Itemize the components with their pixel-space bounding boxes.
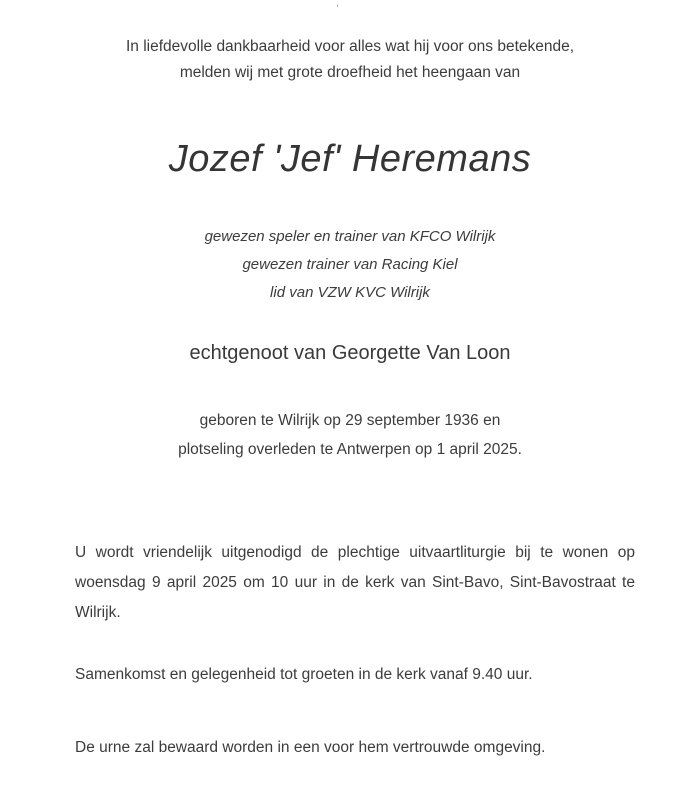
role-item: gewezen speler en trainer van KFCO Wilrijk [204,228,496,245]
urn-info: De urne zal bewaard worden in een voor hem vertrouwde omgeving. [75,739,546,756]
spouse-line: echtgenoot van Georgette Van Loon [189,342,511,364]
death-line: plotseling overleden te Antwerpen op 1 april 2025. [178,441,522,458]
funeral-invitation: U wordt vriendelijk uitgenodigd de plechtige uitvaartliturgie bij te wonen op woensdag 9 april 2025 om 10 uur in de kerk van Sint-Bavo, Sint-Bavostraat te Wilrijk. [75,544,635,621]
roles-list [0,223,700,307]
gathering-info: Samenkomst en gelegenheid tot groeten in de kerk vanaf 9.40 uur. [75,666,533,683]
intro-line-2: melden wij met grote droefheid het heengaan van [179,64,521,81]
life-dates [0,406,700,464]
role-item: gewezen trainer van Racing Kiel [242,256,458,273]
intro-text [0,34,700,86]
intro-line-1: In liefdevolle dankbaarheid voor alles wat hij voor ons betekende, [125,38,575,55]
top-mark: , [336,0,339,9]
deceased-name: Jozef 'Jef' Heremans [168,138,532,180]
role-item: lid van VZW KVC Wilrijk [270,284,430,301]
birth-line: geboren te Wilrijk op 29 september 1936 en [199,412,501,429]
